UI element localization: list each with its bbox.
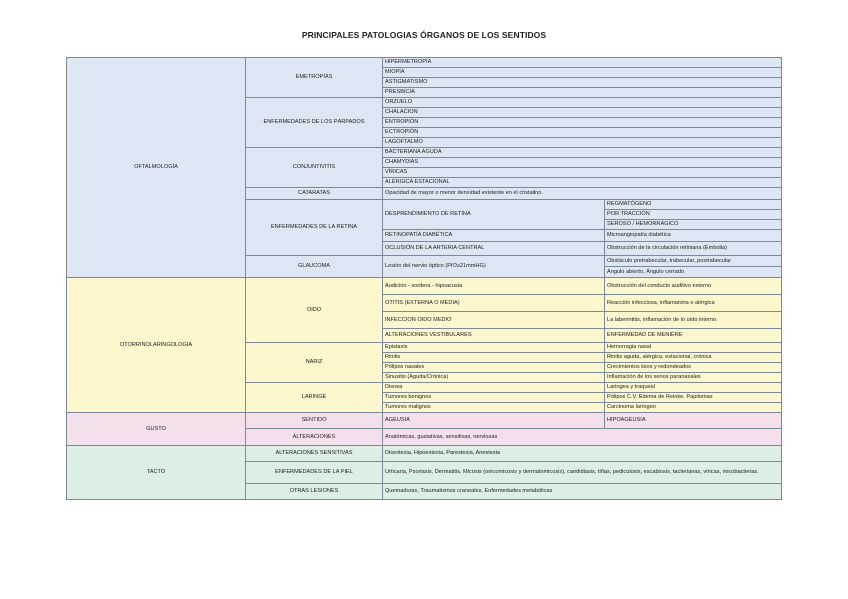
group-cataratas: CATARATAS xyxy=(246,188,383,200)
table-cell: Rinitis xyxy=(383,353,605,363)
table-cell: Rinitis aguda, alérgica, estacional, crónica xyxy=(605,353,782,363)
section-tacto: TACTO xyxy=(67,446,246,500)
table-cell: ASTIGMATISMO xyxy=(383,78,782,88)
table-cell: Pólipos nasales xyxy=(383,363,605,373)
group-sentido: SENTIDO xyxy=(246,413,383,429)
table-cell: Tumores benignos xyxy=(383,393,605,403)
table-cell: Tumores malignos xyxy=(383,403,605,413)
table-cell: La laberintitis, inflamación de lo oído interno. xyxy=(605,312,782,329)
group-nariz: NARIZ xyxy=(246,343,383,383)
table-cell: Angulo abierto, Ángulo cerrado xyxy=(605,267,782,278)
table-cell: Sinusitis (Aguda/Crónica) xyxy=(383,373,605,383)
table-cell: Lesión del nervio óptico (PIO≥21mmHG) xyxy=(383,256,605,278)
group-enfermedades-piel: ENFERMEDADES DE LA PIEL xyxy=(246,462,383,484)
table-cell: Obstrucción de la circulación retiniana (Embolia) xyxy=(605,242,782,256)
table-cell: POR TRACCIÓN xyxy=(605,210,782,220)
table-cell: ECTROPIÓN xyxy=(383,128,782,138)
table-cell: BACTERIANA AGUDA xyxy=(383,148,782,158)
table-cell: Inflamación de los senos paranasales xyxy=(605,373,782,383)
group-alteraciones: ALTERACIONES xyxy=(246,429,383,446)
table-cell: Audición - sordera - hipoacusia xyxy=(383,278,605,295)
table-cell: Obstáculo pretrabecular, trabecular, postrabecular xyxy=(605,256,782,267)
group-glaucoma: GLAUCOMA xyxy=(246,256,383,278)
table-cell: ENFERMEDAD DE MENIÉRE xyxy=(605,329,782,343)
group-retina: ENFERMEDADES DE LA RETINA xyxy=(246,200,383,256)
page-title: PRINCIPALES PATOLOGIAS ÓRGANOS DE LOS SENTIDOS xyxy=(301,30,547,40)
group-otras-lesiones: OTRAS LESIONES xyxy=(246,484,383,500)
group-conjuntivitis: CONJUNTIVITIS xyxy=(246,148,383,188)
section-oftalmologia: OFTALMOLOGÍA xyxy=(67,58,246,278)
table-row xyxy=(67,413,782,429)
table-cell: DESPRENDIMIENTO DE RETINA xyxy=(383,200,605,230)
table-cell: AGEUSIA xyxy=(383,413,605,429)
table-cell: RETINOPATÍA DIABÉTICA xyxy=(383,230,605,242)
table-cell: Obstrucción del conducto auditivo externo xyxy=(605,278,782,295)
table-cell: Pólipos C.V. Edema de Reinke. Papilomas xyxy=(605,393,782,403)
section-gusto: GUSTO xyxy=(67,413,246,446)
table-cell: Epistaxis xyxy=(383,343,605,353)
section-otorrinolaringologia: OTORRINOLARINGOLOGÍA xyxy=(67,278,246,413)
table-cell: OTITIS (EXTERNA O MEDIA) xyxy=(383,295,605,312)
table-cell: HIPOAGEUSIA xyxy=(605,413,782,429)
group-parpados: ENFERMEDADES DE LOS PÁRPADOS xyxy=(246,98,383,148)
table-cell: Hemorragia nasal xyxy=(605,343,782,353)
table-cell: CHAMYDIAS xyxy=(383,158,782,168)
table-cell: PRESBICIA xyxy=(383,88,782,98)
table-cell: MIOPÍA xyxy=(383,68,782,78)
table-cell: ORZUELO xyxy=(383,98,782,108)
table-cell: VÍRICAS xyxy=(383,168,782,178)
table-cell: Anatómicas, gustativas, sensitivas, nerviosas xyxy=(383,429,782,446)
table-cell: INFECCION OIDO MEDIO xyxy=(383,312,605,329)
table-cell: ENTROPIÓN xyxy=(383,118,782,128)
table-cell: ALTERACIONES VESTIBULARES xyxy=(383,329,605,343)
table-row xyxy=(67,278,782,295)
table-cell: SEROSO / HEMORRÁGICO xyxy=(605,220,782,230)
group-oido: OIDO xyxy=(246,278,383,343)
table-cell: HIPERMETROPÍA xyxy=(383,58,782,68)
table-row xyxy=(67,446,782,462)
table-cell: Disnea xyxy=(383,383,605,393)
table-cell: Opacidad de mayor o menor densidad existente en el cristalino. xyxy=(383,188,782,200)
group-emetropias: EMETROPÍAS xyxy=(246,58,383,98)
table-cell: Laringea y traqueal xyxy=(605,383,782,393)
table-cell: REGMATÓGENO xyxy=(605,200,782,210)
table-cell: OCLUSIÓN DE LA ARTERIA CENTRAL xyxy=(383,242,605,256)
table-cell: Crecimientos lisos y redondeados xyxy=(605,363,782,373)
group-laringe: LARINGE xyxy=(246,383,383,413)
table-cell: Disestesia, Hipoestesia, Parestesia, Anestesia xyxy=(383,446,782,462)
table-cell: Urticaria, Psoriasis, Dermatitis, Micosis (onicomicosis y dermatomicosis), candidiasis, tiñas, pediculosis, escabiosis, tacterianas, víricas, micobacterias. xyxy=(383,462,782,484)
group-alteraciones-sensitivas: ALTERACIONES SENSITIVAS xyxy=(246,446,383,462)
table-cell: Quemaduras, Traumatismos craneales, Enfermedades metabólicas xyxy=(383,484,782,500)
table-cell: Microangiopatía diabética xyxy=(605,230,782,242)
table-cell: CHALACION xyxy=(383,108,782,118)
table-row xyxy=(67,58,782,68)
table-cell: LAGOFTALMO xyxy=(383,138,782,148)
table-cell: Reacción infecciosa, inflamatoria o alérgica xyxy=(605,295,782,312)
table-cell: ALÉRGICA ESTACIONAL xyxy=(383,178,782,188)
table-cell: Carcinoma laríngeo xyxy=(605,403,782,413)
pathology-table xyxy=(66,57,782,500)
